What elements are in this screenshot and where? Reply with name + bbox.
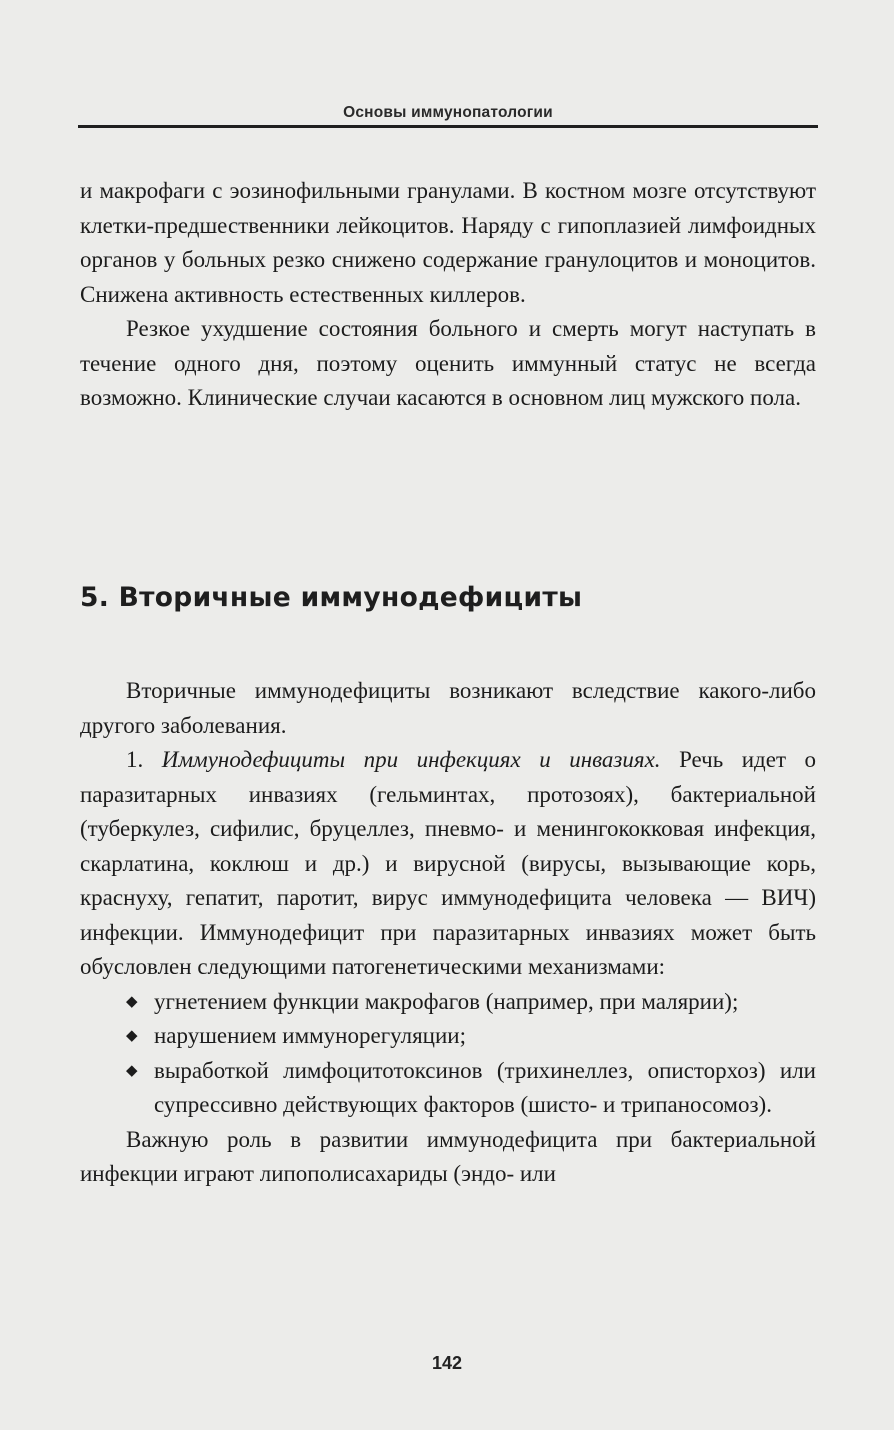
bullet-list [80,985,816,1123]
paragraph-intro: Вторичные иммунодефициты возникают вследствие какого-либо другого заболевания. [80,678,816,738]
paragraph-continuation: и макрофаги с эозинофильными гранулами. В костном мозге отсутствуют клетки-предшественники лейкоцитов. Наряду с гипоплазией лимфоидных органов у больных резко снижено содержание гранулоцитов и моноцитов. Снижена активность естественных киллеров. [80,178,816,307]
running-head: Основы иммунопатологии [343,104,553,121]
paragraph-item-1 [80,743,816,985]
header-rule [78,125,818,128]
item-text: Речь идет о паразитарных инвазиях (гельминтах, протозоях), бактериальной (туберкулез, сифилис, бруцеллез, пневмо- и менингококковая инфекция, скарлатина, коклюш и др.) и вирусной (вирусы, вызывающие корь, краснуху, гепатит, паротит, вирус иммунодефицита человека — ВИЧ) инфекции. Иммунодефицит при паразитарных инвазиях может быть обусловлен следующими патогенетическими механизмами: [80,747,817,979]
item-heading: Иммунодефициты при инфекциях и инвазиях. [161,747,661,772]
paragraph-closing: Важную роль в развитии иммунодефицита при бактериальной инфекции играют липополисахариды (эндо- или [80,1126,816,1186]
list-item-text: выработкой лимфоцитотоксинов (трихинеллез, описторхоз) или супрессивно действующих факторов (шисто- и трипаносомоз). [154,1057,816,1117]
list-item-text: угнетением функции макрофагов (например, при малярии); [154,988,739,1014]
list-item [80,985,816,1020]
list-item-text: нарушением иммунорегуляции; [154,1023,466,1048]
page-header [78,98,818,132]
bullet-icon: ◆ [126,1028,138,1044]
paragraph: Резкое ухудшение состояния больного и смерть могут наступать в течение одного дня, поэтому оценить иммунный статус не всегда возможно. Клинические случаи касаются в основном лиц мужского пола. [80,316,816,410]
bullet-icon: ◆ [126,993,138,1010]
list-item [80,1054,816,1123]
text-block-before-section [80,174,816,416]
text-block-section [80,674,816,1192]
item-number: 1. [126,747,144,772]
list-item [80,1019,816,1054]
page-number: 142 [431,1353,463,1373]
bullet-icon: ◆ [126,1062,138,1079]
section-heading: 5. Вторичные иммунодефициты [80,582,583,613]
